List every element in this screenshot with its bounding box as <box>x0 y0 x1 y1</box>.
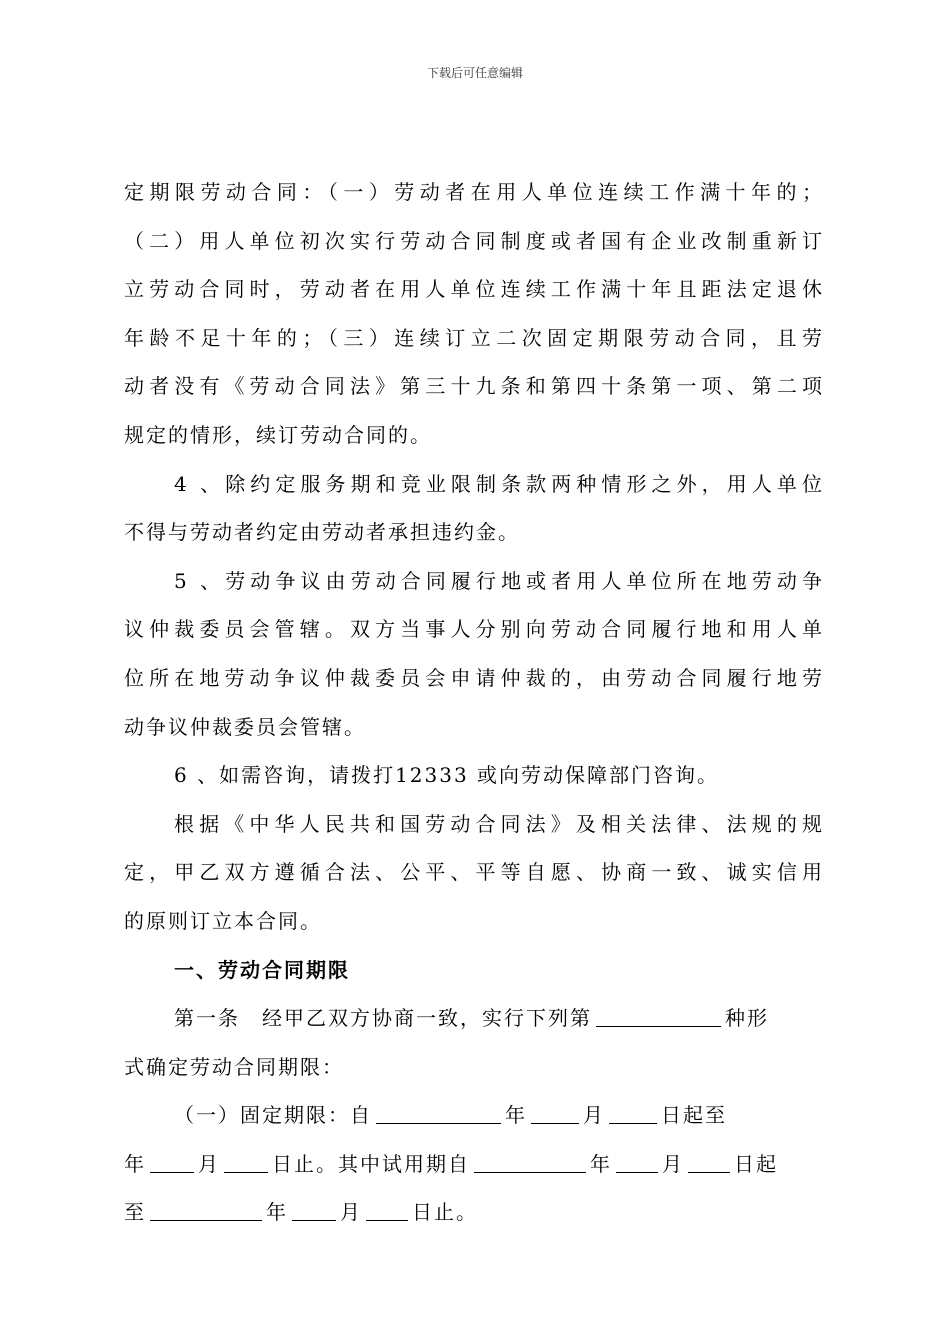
body-line: 动争议仲裁委员会管辖。 <box>124 714 366 739</box>
body-line: 4 、除约定服务期和竞业限制条款两种情形之外，用人单位 <box>174 471 824 496</box>
fixed-term-line-3 <box>124 1188 824 1237</box>
day-from-label: 日起 <box>734 1151 778 1176</box>
probation-year-blank[interactable] <box>474 1152 586 1173</box>
fixed-term-label: （一）固定期限：自 <box>174 1103 372 1128</box>
body-line: 动者没有《劳动合同法》第三十九条和第四十条第一项、第二项 <box>124 374 824 399</box>
body-line: 位所在地劳动争议仲裁委员会申请仲裁的，由劳动合同履行地劳 <box>124 665 824 690</box>
article-1-text-end: 种形 <box>725 1006 769 1031</box>
article-1-text: 第一条 经甲乙双方协商一致，实行下列第 <box>174 1006 592 1031</box>
start-year-blank[interactable] <box>376 1103 501 1124</box>
fixed-term-line-2 <box>124 1140 824 1189</box>
section-heading: 一、劳动合同期限 <box>174 957 350 982</box>
probation-end-year-blank[interactable] <box>150 1200 262 1221</box>
start-day-blank[interactable] <box>609 1103 657 1124</box>
document-body <box>124 168 824 1237</box>
to-label: 至 <box>124 1200 146 1225</box>
year-label: 年 <box>124 1151 146 1176</box>
month-label: 月 <box>340 1200 362 1225</box>
day-end-label: 日止。 <box>412 1200 478 1225</box>
body-line: 的原则订立本合同。 <box>124 908 322 933</box>
article-1-line-1 <box>124 994 824 1043</box>
body-line: 议仲裁委员会管辖。双方当事人分别向劳动合同履行地和用人单 <box>124 617 824 642</box>
fixed-term-line-1 <box>124 1091 824 1140</box>
probation-month-blank[interactable] <box>616 1152 658 1173</box>
body-line: 年龄不足十年的；（三）连续订立二次固定期限劳动合同，且劳 <box>124 325 824 350</box>
body-line: 6 、如需咨询，请拨打12333 或向劳动保障部门咨询。 <box>174 763 720 788</box>
body-line: 不得与劳动者约定由劳动者承担违约金。 <box>124 520 520 545</box>
body-line: 规定的情形，续订劳动合同的。 <box>124 422 432 447</box>
body-line: 立劳动合同时，劳动者在用人单位连续工作满十年且距法定退休 <box>124 277 824 302</box>
body-line: （二）用人单位初次实行劳动合同制度或者国有企业改制重新订 <box>124 228 824 253</box>
month-label: 月 <box>662 1151 684 1176</box>
year-label: 年 <box>590 1151 612 1176</box>
end-day-blank[interactable] <box>224 1152 268 1173</box>
body-line: 5 、劳动争议由劳动合同履行地或者用人单位所在地劳动争 <box>174 568 824 593</box>
probation-end-day-blank[interactable] <box>366 1200 408 1221</box>
end-month-blank[interactable] <box>150 1152 194 1173</box>
start-month-blank[interactable] <box>531 1103 579 1124</box>
body-line: 根据《中华人民共和国劳动合同法》及相关法律、法规的规 <box>174 811 824 836</box>
day-from-label: 日起至 <box>661 1103 727 1128</box>
month-label: 月 <box>583 1103 605 1128</box>
month-label: 月 <box>198 1151 220 1176</box>
day-to-label: 日止。其中试用期自 <box>272 1151 470 1176</box>
article-1-line-2: 式确定劳动合同期限： <box>124 1054 344 1079</box>
body-line: 定，甲乙双方遵循合法、公平、平等自愿、协商一致、诚实信用 <box>124 860 824 885</box>
year-label: 年 <box>505 1103 527 1128</box>
term-type-blank[interactable] <box>596 1006 721 1027</box>
probation-day-blank[interactable] <box>688 1152 730 1173</box>
year-label: 年 <box>266 1200 288 1225</box>
page-header: 下载后可任意编辑 <box>426 66 523 80</box>
probation-end-month-blank[interactable] <box>292 1200 336 1221</box>
body-line: 定期限劳动合同：（一）劳动者在用人单位连续工作满十年的； <box>124 180 824 204</box>
